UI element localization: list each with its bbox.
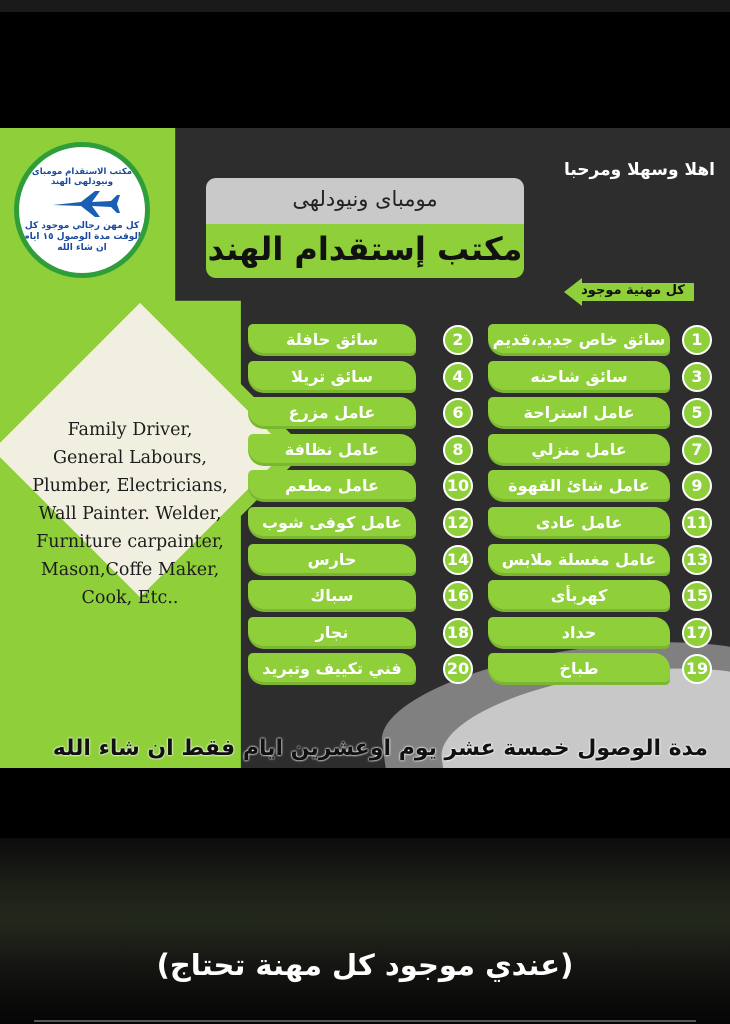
job-item-right: سائق شاحنه (488, 361, 670, 393)
job-item-left: سائق حافلة (248, 324, 416, 356)
title-box (206, 178, 524, 278)
job-number-badge: 20 (443, 654, 473, 684)
job-number-badge: 4 (443, 362, 473, 392)
job-item-right: عامل عادى (488, 507, 670, 539)
status-bar-strip (0, 0, 730, 12)
job-number-badge: 15 (682, 581, 712, 611)
service-line: Plumber, Electricians, (32, 476, 228, 496)
job-number-badge: 13 (682, 545, 712, 575)
job-item-left: عامل كوفى شوب (248, 507, 416, 539)
service-line: Wall Painter. Welder, (38, 504, 222, 524)
job-number-badge: 9 (682, 471, 712, 501)
services-english-list (16, 416, 244, 612)
job-number-badge: 7 (682, 435, 712, 465)
job-item-right: طباخ (488, 653, 670, 685)
home-indicator (34, 1020, 696, 1022)
job-item-right: سائق خاص جديد،قديم (488, 324, 670, 356)
job-number-badge: 10 (443, 471, 473, 501)
job-item-right: عامل مغسلة ملابس (488, 544, 670, 576)
job-number-badge: 6 (443, 398, 473, 428)
service-line: General Labours, (53, 448, 207, 468)
job-number-badge: 14 (443, 545, 473, 575)
airplane-icon (51, 189, 121, 219)
job-number-badge: 11 (682, 508, 712, 538)
logo-text-top: مكتب الاستقدام مومباى ونيودلهى الهند (31, 167, 133, 187)
blurred-background (0, 838, 730, 1024)
recruitment-poster-image[interactable] (0, 128, 730, 768)
arrival-duration-note: مدة الوصول خمسة عشر يوم اوعشرين ايام فقط ان شاء الله (52, 736, 708, 761)
job-item-right: عامل شائ القهوة (488, 470, 670, 502)
service-line: Family Driver, (67, 420, 193, 440)
logo-text-bottom: كل مهن رجالي موجود كل الوقت مدة الوصول ١٥ ايام ان شاء الله (23, 221, 141, 253)
welcome-text: اهلا وسهلا ومرحبا (563, 160, 715, 180)
job-item-left: فني تكييف وتبريد (248, 653, 416, 685)
job-item-right: كهربأى (488, 580, 670, 612)
service-line: Furniture carpainter, (36, 532, 224, 552)
job-number-badge: 2 (443, 325, 473, 355)
job-item-left: عامل نظافة (248, 434, 416, 466)
arrow-label: كل مهنية موجود (581, 283, 685, 298)
job-number-badge: 3 (682, 362, 712, 392)
job-number-badge: 17 (682, 618, 712, 648)
job-number-badge: 5 (682, 398, 712, 428)
caption-text: (عندي موجود كل مهنة تحتاج) (156, 948, 574, 982)
job-item-left: سائق تريلا (248, 361, 416, 393)
service-line: Mason,Coffe Maker, (40, 560, 220, 580)
job-item-left: حارس (248, 544, 416, 576)
service-line: Cook, Etc.. (81, 588, 179, 608)
job-item-right: حداد (488, 617, 670, 649)
job-item-right: عامل منزلي (488, 434, 670, 466)
title-subtitle: مومباى ونيودلهى (292, 187, 438, 211)
job-number-badge: 8 (443, 435, 473, 465)
agency-logo (14, 142, 150, 278)
job-number-badge: 12 (443, 508, 473, 538)
job-number-badge: 1 (682, 325, 712, 355)
job-item-left: عامل مطعم (248, 470, 416, 502)
job-item-left: سباك (248, 580, 416, 612)
job-number-badge: 19 (682, 654, 712, 684)
job-item-left: عامل مزرع (248, 397, 416, 429)
job-number-badge: 16 (443, 581, 473, 611)
job-item-right: عامل استراحة (488, 397, 670, 429)
page-title: مكتب إستقدام الهند (207, 230, 523, 268)
job-item-left: نجار (248, 617, 416, 649)
job-number-badge: 18 (443, 618, 473, 648)
